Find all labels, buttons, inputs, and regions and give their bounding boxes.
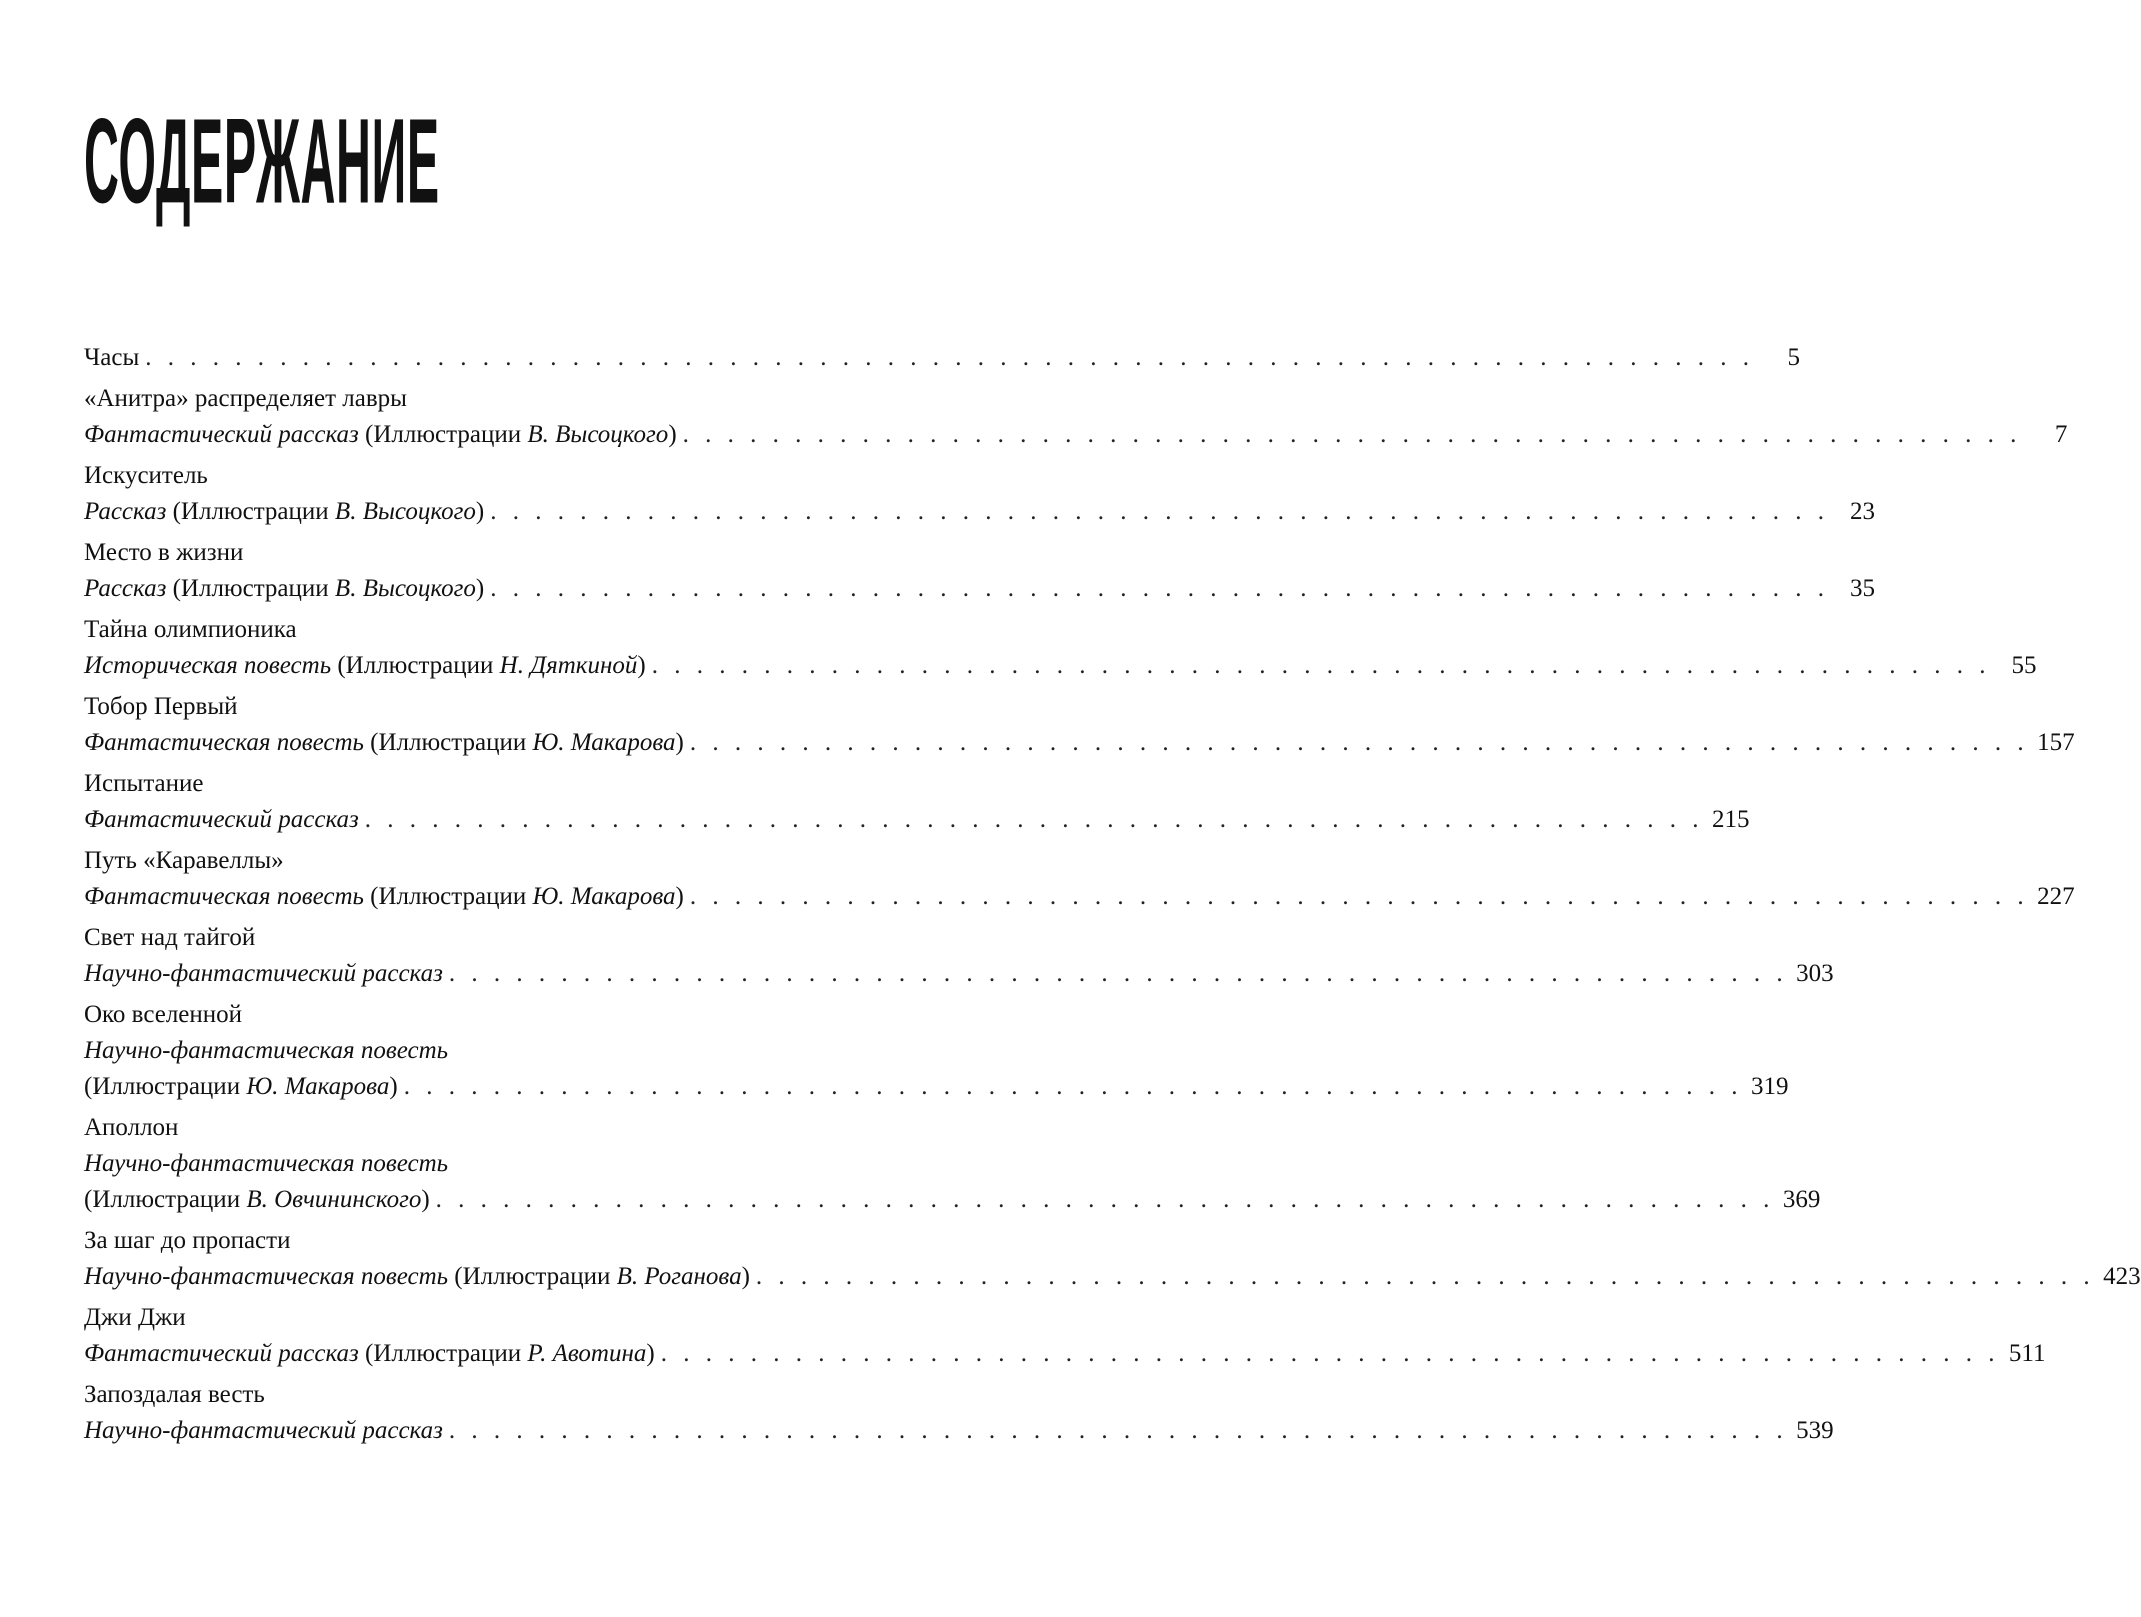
page-number: 55	[2011, 652, 2037, 679]
illustrations-label: (Иллюстрации	[337, 652, 500, 679]
entry-genre: Рассказ	[84, 575, 167, 602]
toc-entry-5[interactable]: Фантастическая повесть (Иллюстрации Ю. Макарова) . . . . . . . . . . . . . . . . . . . . . . . . . . . . . . . . . . . . . . . . . . . . . . . . . . . . . . . . . . . . 157	[84, 725, 904, 761]
toc-entry-12[interactable]: Фантастический рассказ (Иллюстрации Р. Авотина) . . . . . . . . . . . . . . . . . . . . . . . . . . . . . . . . . . . . . . . . . . . . . . . . . . . . . . . . . . . . 511	[84, 1336, 904, 1372]
illustrations-label: (Иллюстрации	[365, 421, 528, 448]
illustrations-label: (Иллюстрации	[454, 1263, 617, 1290]
dot-leader: . . . . . . . . . . . . . . . . . . . . . . . . . . . . . . . . . . . . . . . . . . . . . . . . . . . . . . . . . . . .	[435, 1186, 1775, 1213]
illustrator-name: Р. Авотина	[527, 1340, 647, 1367]
page-number: 215	[1712, 806, 1750, 833]
toc-entry-6[interactable]	[84, 802, 1750, 838]
toc-entry-1[interactable]: Фантастический рассказ (Иллюстрации В. Высоцкого) . . . . . . . . . . . . . . . . . . . . . . . . . . . . . . . . . . . . . . . . . . . . . . . . . . . . . . . . . . . . 7	[84, 417, 904, 453]
toc-entry-3[interactable]: Рассказ (Иллюстрации В. Высоцкого) . . . . . . . . . . . . . . . . . . . . . . . . . . . . . . . . . . . . . . . . . . . . . . . . . . . . . . . . . . . . 35	[84, 571, 904, 607]
entry-title[interactable]: Тайна олимпионика	[84, 616, 297, 643]
entry-title[interactable]: Испытание	[84, 770, 204, 797]
entry-title[interactable]: Джи Джи	[84, 1304, 186, 1331]
page-number: 5	[1787, 344, 1800, 371]
dot-leader: . . . . . . . . . . . . . . . . . . . . . . . . . . . . . . . . . . . . . . . . . . . . . . . . . . . . . . . . . . . .	[651, 652, 1991, 679]
dot-leader: . . . . . . . . . . . . . . . . . . . . . . . . . . . . . . . . . . . . . . . . . . . . . . . . . . . . . . . . . . . .	[448, 960, 1788, 987]
entry-title[interactable]: Тобор Первый	[84, 693, 238, 720]
toc-entry-9[interactable]: (Иллюстрации Ю. Макарова) . . . . . . . . . . . . . . . . . . . . . . . . . . . . . . . . . . . . . . . . . . . . . . . . . . . . . . . . . . . . 319	[84, 1069, 904, 1105]
toc-entry-10[interactable]: (Иллюстрации В. Овчининского) . . . . . . . . . . . . . . . . . . . . . . . . . . . . . . . . . . . . . . . . . . . . . . . . . . . . . . . . . . . . 369	[84, 1182, 904, 1218]
illustrator-name: Н. Дяткиной	[499, 652, 638, 679]
page-number: 423	[2103, 1263, 2141, 1290]
illustrations-label: (Иллюстрации	[172, 575, 335, 602]
illustrator-name: В. Высоцкого	[334, 498, 476, 525]
toc-entry-8[interactable]	[84, 956, 1834, 992]
page-number: 369	[1782, 1186, 1821, 1213]
illustrator-name: Ю. Макарова	[246, 1073, 390, 1100]
illustrations-label: (Иллюстрации	[370, 883, 533, 910]
entry-title[interactable]: Путь «Каравеллы»	[84, 847, 284, 874]
entry-genre: Фантастическая повесть	[84, 883, 364, 910]
dot-leader: . . . . . . . . . . . . . . . . . . . . . . . . . . . . . . . . . . . . . . . . . . . . . . . . . . . . . . . . . . . .	[403, 1073, 1743, 1100]
toc-entry-0[interactable]	[84, 340, 1800, 376]
entry-genre: Научно-фантастический рассказ	[84, 1417, 443, 1444]
illustrator-name: В. Овчининского	[246, 1186, 422, 1213]
illustrations-label: (Иллюстрации	[370, 729, 533, 756]
entry-genre: Научно-фантастическая повесть	[84, 1150, 449, 1177]
toc-entry-13[interactable]	[84, 1413, 1834, 1449]
page-number: 539	[1796, 1417, 1834, 1444]
toc-entry-7[interactable]: Фантастическая повесть (Иллюстрации Ю. Макарова) . . . . . . . . . . . . . . . . . . . . . . . . . . . . . . . . . . . . . . . . . . . . . . . . . . . . . . . . . . . . 227	[84, 879, 904, 915]
dot-leader: . . . . . . . . . . . . . . . . . . . . . . . . . . . . . . . . . . . . . . . . . . . . . . . . . . . . . . . . . . . .	[755, 1263, 2095, 1290]
illustrations-label: (Иллюстрации	[84, 1073, 247, 1100]
entry-title[interactable]: Запоздалая весть	[84, 1381, 265, 1408]
page-title: СОДЕРЖАНИЕ	[84, 92, 440, 229]
illustrator-name: Ю. Макарова	[532, 729, 676, 756]
dot-leader: . . . . . . . . . . . . . . . . . . . . . . . . . . . . . . . . . . . . . . . . . . . . . . . . . . . . . . . . . . . .	[490, 498, 1829, 525]
dot-leader: . . . . . . . . . . . . . . . . . . . . . . . . . . . . . . . . . . . . . . . . . . . . . . . . . . . . . . . . . . . .	[490, 575, 1829, 602]
illustrator-name: В. Высоцкого	[527, 421, 669, 448]
dot-leader: . . . . . . . . . . . . . . . . . . . . . . . . . . . . . . . . . . . . . . . . . . . . . . . . . . . . . . . . . . . . . . . . . . . . . . . .	[145, 344, 1754, 371]
entry-title[interactable]: «Анитра» распределяет лавры	[84, 385, 407, 412]
entry-title[interactable]: Око вселенной	[84, 1001, 243, 1028]
entry-genre: Фантастический рассказ	[84, 806, 359, 833]
entry-genre: Научно-фантастический рассказ	[84, 960, 443, 987]
entry-genre: Историческая повесть	[84, 652, 332, 679]
page-number: 23	[1849, 498, 1875, 525]
toc-entry-4[interactable]: Историческая повесть (Иллюстрации Н. Дяткиной) . . . . . . . . . . . . . . . . . . . . . . . . . . . . . . . . . . . . . . . . . . . . . . . . . . . . . . . . . . . . 55	[84, 648, 904, 684]
page-number: 35	[1849, 575, 1875, 602]
page-number: 227	[2037, 883, 2075, 910]
illustrations-label: (Иллюстрации	[365, 1340, 528, 1367]
dot-leader: . . . . . . . . . . . . . . . . . . . . . . . . . . . . . . . . . . . . . . . . . . . . . . . . . . . . . . . . . . . .	[689, 729, 2029, 756]
entry-title[interactable]: За шаг до пропасти	[84, 1227, 291, 1254]
dot-leader: . . . . . . . . . . . . . . . . . . . . . . . . . . . . . . . . . . . . . . . . . . . . . . . . . . . . . . . . . . . .	[660, 1340, 2000, 1367]
entry-genre: Рассказ	[84, 498, 167, 525]
entry-genre: Научно-фантастическая повесть	[84, 1037, 449, 1064]
toc-entry-2[interactable]: Рассказ (Иллюстрации В. Высоцкого) . . . . . . . . . . . . . . . . . . . . . . . . . . . . . . . . . . . . . . . . . . . . . . . . . . . . . . . . . . . . 23	[84, 494, 904, 530]
entry-genre: Фантастическая повесть	[84, 729, 364, 756]
dot-leader: . . . . . . . . . . . . . . . . . . . . . . . . . . . . . . . . . . . . . . . . . . . . . . . . . . . . . . . . . . . .	[364, 806, 1704, 833]
page-number: 7	[2054, 421, 2068, 448]
toc-entry-11[interactable]: Научно-фантастическая повесть (Иллюстрации В. Роганова) . . . . . . . . . . . . . . . . . . . . . . . . . . . . . . . . . . . . . . . . . . . . . . . . . . . . . . . . . . . . 423	[84, 1259, 904, 1295]
toc-list	[84, 340, 2141, 1449]
entry-title[interactable]: Место в жизни	[84, 539, 244, 566]
entry-title: Часы	[84, 344, 140, 371]
illustrator-name: Ю. Макарова	[532, 883, 676, 910]
page-number: 157	[2037, 729, 2075, 756]
illustrations-label: (Иллюстрации	[172, 498, 335, 525]
illustrations-label: (Иллюстрации	[84, 1186, 247, 1213]
entry-title[interactable]: Свет над тайгой	[84, 924, 256, 951]
entry-title[interactable]: Искуситель	[84, 462, 208, 489]
page-number: 303	[1796, 960, 1834, 987]
entry-title[interactable]: Аполлон	[84, 1114, 179, 1141]
dot-leader: . . . . . . . . . . . . . . . . . . . . . . . . . . . . . . . . . . . . . . . . . . . . . . . . . . . . . . . . . . . .	[682, 421, 2022, 448]
entry-genre: Фантастический рассказ	[84, 421, 359, 448]
entry-genre: Фантастический рассказ	[84, 1340, 359, 1367]
illustrator-name: В. Роганова	[616, 1263, 742, 1290]
illustrator-name: В. Высоцкого	[334, 575, 476, 602]
page-number: 319	[1750, 1073, 1789, 1100]
dot-leader: . . . . . . . . . . . . . . . . . . . . . . . . . . . . . . . . . . . . . . . . . . . . . . . . . . . . . . . . . . . .	[689, 883, 2029, 910]
dot-leader: . . . . . . . . . . . . . . . . . . . . . . . . . . . . . . . . . . . . . . . . . . . . . . . . . . . . . . . . . . . .	[448, 1417, 1788, 1444]
entry-genre: Научно-фантастическая повесть	[84, 1263, 449, 1290]
page-number: 511	[2008, 1340, 2046, 1367]
